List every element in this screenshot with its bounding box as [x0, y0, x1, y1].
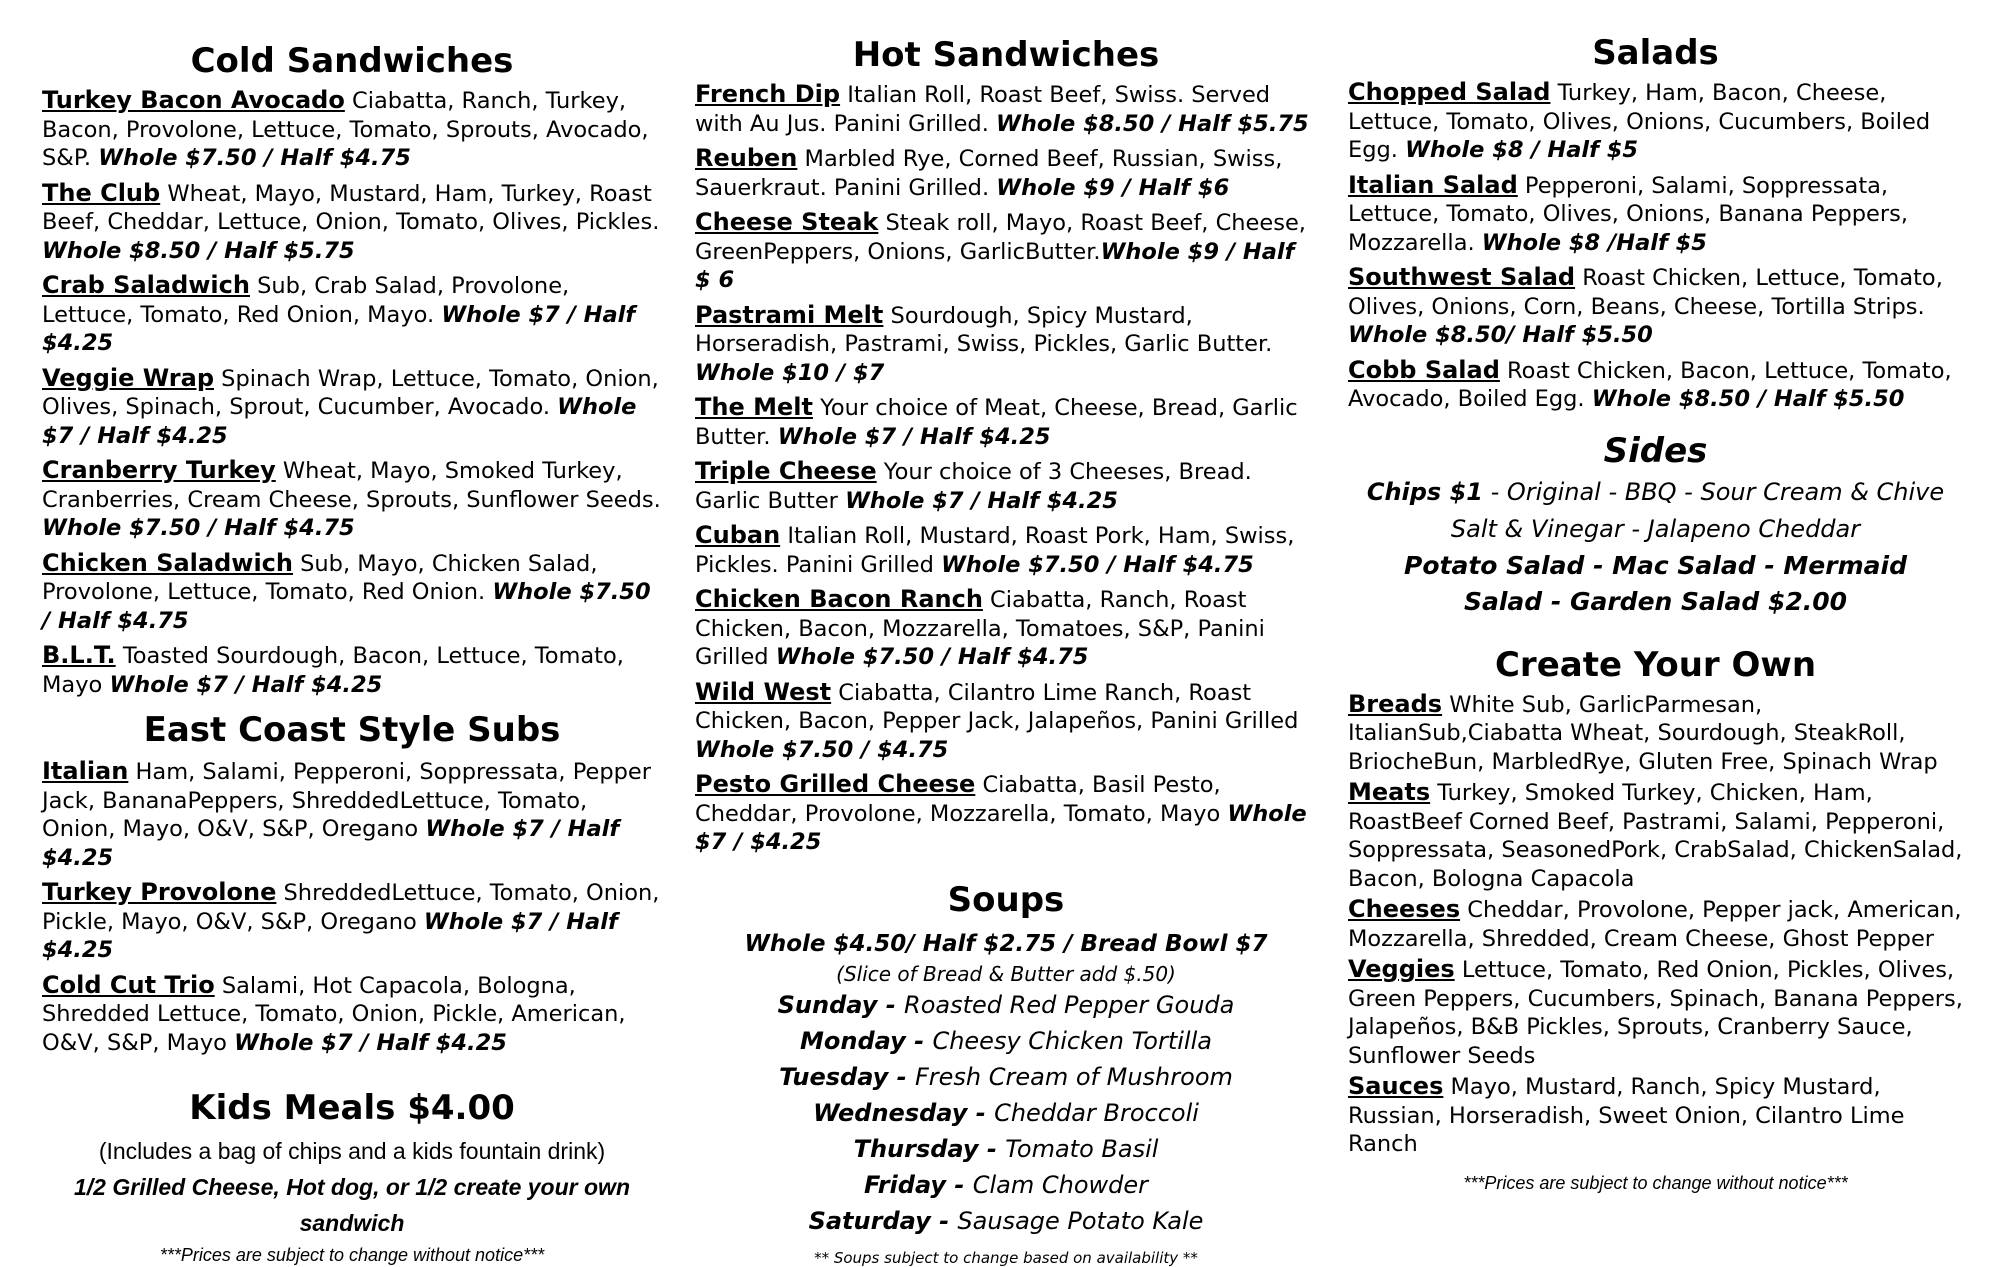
salads-list [1348, 78, 1963, 414]
option-group-desc: Cheddar, Provolone, Pepper jack, American, Mozzarella, Shredded, Cream Cheese, Ghost Pepper [1348, 897, 1962, 952]
cold-sandwiches-heading: Cold Sandwiches [190, 41, 514, 81]
item-desc: Italian Roll, Mustard, Roast Pork, Ham, Swiss, Pickles. Panini Grilled [695, 523, 1295, 578]
price-notice: ***Prices are subject to change without notice*** [1463, 1172, 1848, 1193]
item-desc: Roast Chicken, Lettuce, Tomato, Olives, Onions, Corn, Beans, Cheese, Tortilla Strips. [1348, 265, 1943, 320]
soup-day: Monday - [800, 1026, 933, 1055]
menu-item [1348, 78, 1963, 165]
soup-name: Clam Chowder [972, 1170, 1149, 1199]
option-group-desc: Mayo, Mustard, Ranch, Spicy Mustard, Russian, Horseradish, Sweet Onion, Cilantro Lime Ranch [1348, 1074, 1905, 1157]
item-price: Whole $7 / Half $4.25 [234, 1029, 507, 1056]
menu-item [42, 757, 662, 872]
chips-line [1348, 474, 1963, 511]
price-notice: ***Prices are subject to change without notice*** [159, 1245, 545, 1265]
item-name: Southwest Salad [1348, 263, 1576, 291]
soup-day: Sunday - [777, 990, 905, 1019]
soup-day-row [695, 1203, 1317, 1239]
east-coast-subs-heading: East Coast Style Subs [143, 710, 561, 750]
item-name: Chopped Salad [1348, 78, 1551, 106]
soup-day-row [695, 1059, 1317, 1095]
soup-availability-note: ** Soups subject to change based on availability ** [814, 1248, 1198, 1267]
item-name: The Club [42, 178, 161, 207]
item-name: Cranberry Turkey [42, 456, 276, 484]
item-desc: Wheat, Mayo, Smoked Turkey, Cranberries, Cream Cheese, Sprouts, Sunflower Seeds. [42, 458, 661, 513]
menu-item [695, 208, 1317, 295]
item-price: Whole $9 / Half $ 6 [695, 238, 1295, 293]
item-desc: Ciabatta, Ranch, Roast Chicken, Bacon, Mozzarella, Tomatoes, S&P, Panini Grilled [695, 587, 1265, 670]
menu-item [42, 971, 662, 1058]
item-desc: Ciabatta, Ranch, Turkey, Bacon, Provolone, Lettuce, Tomato, Sprouts, Avocado, S&P. [42, 88, 649, 171]
item-name: Pesto Grilled Cheese [695, 770, 976, 798]
soup-bread-addon: (Slice of Bread & Butter add $.50) [836, 961, 1176, 986]
item-price: Whole $8.50 / Half $5.50 [1591, 386, 1905, 412]
item-desc: Sourdough, Spicy Mustard, Horseradish, Pastrami, Swiss, Pickles, Garlic Butter. [695, 302, 1273, 357]
item-name: Cold Cut Trio [42, 970, 215, 999]
hot-sandwiches-list [695, 80, 1317, 857]
item-name: Veggie Wrap [42, 363, 215, 392]
item-price: Whole $7.50 / Half $4.75 [42, 579, 651, 634]
item-price: Whole $8.50 / Half $5.75 [42, 237, 355, 264]
soup-name: Tomato Basil [1005, 1134, 1159, 1163]
item-desc: Ham, Salami, Pepperoni, Soppressata, Pepper Jack, BananaPeppers, ShreddedLettuce, Tomato, Onion, Mayo, O&V, S&P, Oregano [42, 759, 651, 842]
create-your-own-list [1348, 690, 1963, 1159]
menu-item [695, 393, 1317, 451]
item-price: Whole $8.50/ Half $5.50 [1348, 322, 1653, 348]
item-name: Chicken Saladwich [42, 548, 293, 577]
item-name: Reuben [695, 144, 798, 172]
option-group [1348, 955, 1963, 1070]
item-price: Whole $7 / Half $4.25 [109, 671, 383, 698]
option-group-name: Breads [1348, 689, 1443, 718]
item-name: The Melt [695, 393, 813, 421]
item-price: Whole $7 / $4.25 [695, 800, 1307, 855]
option-group-name: Meats [1348, 778, 1431, 806]
soup-day-row [695, 1167, 1317, 1203]
kids-meals-heading: Kids Meals $4.00 [189, 1088, 515, 1128]
chips-price: Chips $1 [1366, 477, 1483, 506]
menu-item [1348, 356, 1963, 414]
item-price: Whole $7.50 / Half $4.75 [42, 515, 355, 541]
item-name: Wild West [695, 677, 832, 706]
kids-meals-includes: (Includes a bag of chips and a kids fountain drink) [98, 1138, 606, 1164]
column-middle [695, 0, 1317, 1267]
create-your-own-heading: Create Your Own [1494, 644, 1817, 685]
item-desc: Salami, Hot Capacola, Bologna, Shredded Lettuce, Tomato, Onion, Pickle, American, O&V, S&P, Mayo [42, 972, 626, 1056]
soup-day: Thursday - [853, 1134, 1006, 1163]
item-name: Turkey Provolone [42, 878, 277, 906]
cold-sandwiches-list [42, 86, 662, 699]
menu-item [42, 641, 662, 699]
item-desc: Marbled Rye, Corned Beef, Russian, Swiss, Sauerkraut. Panini Grilled. [695, 146, 1283, 201]
soup-day: Saturday - [808, 1206, 958, 1235]
menu-item [695, 80, 1317, 138]
item-desc: Wheat, Mayo, Mustard, Ham, Turkey, Roast Beef, Cheddar, Lettuce, Onion, Tomato, Olives, Pickles. [42, 180, 660, 235]
item-desc: Sub, Crab Salad, Provolone, Lettuce, Tomato, Red Onion, Mayo. [42, 273, 570, 328]
item-price: Whole $7 / Half $4.25 [42, 908, 618, 963]
item-price: Whole $7 / Half $4.25 [845, 487, 1118, 514]
east-coast-subs-list [42, 757, 662, 1057]
item-desc: Pepperoni, Salami, Soppressata, Lettuce, Tomato, Olives, Onions, Banana Peppers, Mozzarella. [1348, 172, 1908, 256]
item-desc: Toasted Sourdough, Bacon, Lettuce, Tomato, Mayo [42, 643, 624, 698]
option-group [1348, 895, 1963, 953]
menu-item [695, 457, 1317, 515]
option-group-desc: Turkey, Smoked Turkey, Chicken, Ham, RoastBeef Corned Beef, Pastrami, Salami, Pepperoni, Soppressata, SeasonedPork, CrabSalad, ChickenSalad, Bacon, Bologna Capacola [1348, 780, 1963, 892]
item-name: Cuban [695, 521, 781, 549]
option-group-desc: White Sub, GarlicParmesan, ItalianSub,Ciabatta Wheat, Sourdough, SteakRoll, BriocheBun, MarbledRye, Gluten Free, Spinach Wrap [1348, 691, 1938, 775]
soup-schedule [695, 987, 1317, 1239]
side-salads: Potato Salad - Mac Salad - Mermaid Salad - Garden Salad $2.00 [1404, 550, 1907, 616]
item-price: Whole $10 / $7 [695, 359, 885, 386]
item-price: Whole $8 / Half $5 [1405, 137, 1639, 163]
soup-name: Cheesy Chicken Tortilla [932, 1026, 1212, 1055]
soup-day: Wednesday - [813, 1098, 995, 1127]
column-left [42, 0, 662, 1266]
soup-day: Tuesday - [779, 1062, 915, 1091]
menu-item [695, 585, 1317, 672]
soup-name: Sausage Potato Kale [957, 1206, 1204, 1235]
item-name: Italian [42, 757, 129, 785]
item-name: French Dip [695, 80, 841, 108]
soup-name: Cheddar Broccoli [994, 1098, 1199, 1127]
item-price: Whole $7 / Half $4.25 [777, 423, 1051, 450]
chips-flavors-more: Salt & Vinegar - Jalapeno Cheddar [1450, 514, 1861, 543]
item-name: Crab Saladwich [42, 271, 250, 299]
soup-name: Fresh Cream of Mushroom [914, 1062, 1233, 1091]
item-price: Whole $9 / Half $6 [996, 174, 1230, 201]
option-group-name: Cheeses [1348, 895, 1461, 923]
soups-heading: Soups [947, 879, 1065, 920]
kids-meals-options: 1/2 Grilled Cheese, Hot dog, or 1/2 create your own sandwich [74, 1174, 630, 1236]
item-desc: Your choice of Meat, Cheese, Bread, Garlic Butter. [695, 395, 1298, 450]
option-group-name: Veggies [1348, 955, 1455, 983]
item-name: Chicken Bacon Ranch [695, 585, 983, 613]
item-desc: Sub, Mayo, Chicken Salad, Provolone, Lettuce, Tomato, Red Onion. [42, 550, 598, 605]
item-price: Whole $7.50 / Half $4.75 [775, 644, 1089, 670]
option-group [1348, 690, 1963, 777]
item-desc: Roast Chicken, Bacon, Lettuce, Tomato, Avocado, Boiled Egg. [1348, 357, 1952, 412]
soup-day-row [695, 1095, 1317, 1131]
soup-day-row [695, 987, 1317, 1023]
menu-item [42, 271, 662, 358]
soup-day-row [695, 1131, 1317, 1167]
item-price: Whole $7 / Half $4.25 [42, 301, 636, 356]
menu-item [695, 521, 1317, 579]
item-price: Whole $8 /Half $5 [1481, 229, 1707, 256]
column-right [1348, 0, 1963, 1194]
item-name: Cobb Salad [1348, 355, 1500, 384]
menu-item [42, 364, 662, 451]
salads-heading: Salads [1592, 33, 1719, 73]
item-price: Whole $7.50 / $4.75 [695, 736, 949, 763]
item-name: Cheese Steak [695, 208, 879, 236]
soup-prices: Whole $4.50/ Half $2.75 / Bread Bowl $7 [744, 930, 1268, 957]
menu-item [1348, 171, 1963, 258]
soup-name: Roasted Red Pepper Gouda [904, 990, 1235, 1019]
item-desc: Ciabatta, Cilantro Lime Ranch, Roast Chicken, Bacon, Pepper Jack, Jalapeños, Panini Grilled [695, 679, 1299, 734]
option-group-desc: Lettuce, Tomato, Red Onion, Pickles, Olives, Green Peppers, Cucumbers, Spinach, Banana Peppers, Jalapeños, B&B Pickles, Sprouts, Cranberry Sauce, Sunflower Seeds [1348, 957, 1963, 1069]
item-price: Whole $7 / Half $4.25 [42, 816, 620, 871]
soup-day-row [695, 1023, 1317, 1059]
sides-heading: Sides [1603, 430, 1708, 471]
item-desc: Steak roll, Mayo, Roast Beef, Cheese, GreenPeppers, Onions, GarlicButter. [695, 210, 1306, 265]
item-name: Pastrami Melt [695, 300, 884, 329]
item-desc: Ciabatta, Basil Pesto, Cheddar, Provolone, Mozzarella, Tomato, Mayo [695, 772, 1228, 827]
item-name: Italian Salad [1348, 170, 1518, 199]
menu-item [42, 878, 662, 965]
item-desc: Your choice of 3 Cheeses, Bread. Garlic Butter [695, 459, 1252, 514]
menu-item [695, 770, 1317, 857]
item-price: Whole $8.50 / Half $5.75 [996, 110, 1309, 137]
menu-item [695, 144, 1317, 202]
item-desc: ShreddedLettuce, Tomato, Onion, Pickle, Mayo, O&V, S&P, Oregano [42, 880, 660, 935]
item-name: B.L.T. [42, 641, 116, 669]
soup-day: Friday - [863, 1170, 973, 1199]
menu-item [695, 301, 1317, 388]
item-name: Turkey Bacon Avocado [42, 86, 345, 114]
item-price: Whole $7 / Half $4.25 [42, 394, 637, 449]
menu-item [42, 86, 662, 173]
option-group [1348, 778, 1963, 893]
item-desc: Turkey, Ham, Bacon, Cheese, Lettuce, Tomato, Olives, Onions, Cucumbers, Boiled Egg. [1348, 80, 1931, 163]
item-price: Whole $7.50 / Half $4.75 [98, 145, 411, 171]
item-desc: Italian Roll, Roast Beef, Swiss. Served with Au Jus. Panini Grilled. [695, 82, 1271, 137]
menu-item [1348, 263, 1963, 350]
hot-sandwiches-heading: Hot Sandwiches [852, 35, 1160, 75]
item-name: Triple Cheese [695, 457, 877, 485]
item-desc: Spinach Wrap, Lettuce, Tomato, Onion, Olives, Spinach, Sprout, Cucumber, Avocado. [42, 365, 659, 420]
menu-item [695, 678, 1317, 765]
menu-item [42, 549, 662, 636]
menu-item [42, 179, 662, 266]
chips-flavors: - Original - BBQ - Sour Cream & Chive [1482, 477, 1945, 506]
menu-item [42, 456, 662, 543]
option-group [1348, 1072, 1963, 1159]
item-price: Whole $7.50 / Half $4.75 [941, 551, 1254, 578]
option-group-name: Sauces [1348, 1072, 1444, 1100]
